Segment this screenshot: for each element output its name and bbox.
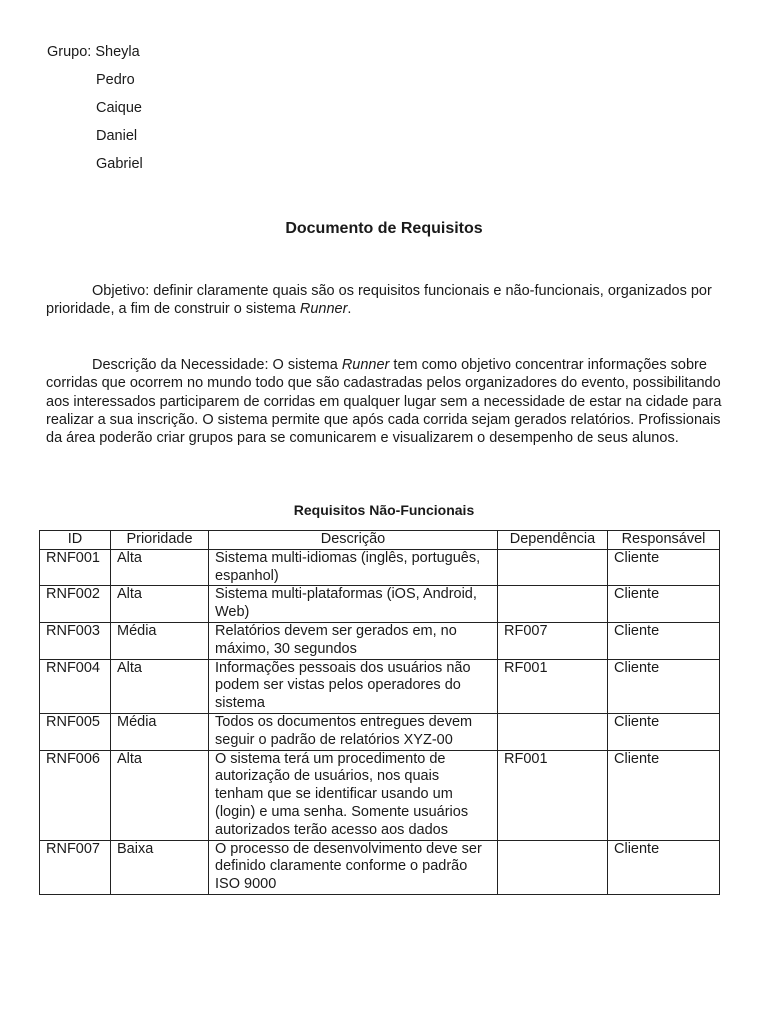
cell-description: Sistema multi-idiomas (inglês, português, espanhol) [209,549,498,586]
header-owner: Responsável [608,531,720,550]
cell-priority: Média [111,622,209,659]
cell-dependency: RF001 [498,750,608,840]
cell-owner: Cliente [608,840,720,894]
header-description: Descrição [209,531,498,550]
table-header-row [40,531,720,550]
cell-priority: Alta [111,586,209,623]
group-member: Daniel [96,128,138,144]
cell-description: O sistema terá um procedimento de autorização de usuários, nos quais tenham que se identificar usando um (login) e uma senha. Somente usuários autorizados terão acesso aos dados [209,750,498,840]
group-member: Sheyla [95,44,140,60]
group-member: Caique [96,100,142,116]
cell-owner: Cliente [608,713,720,750]
table-row [40,713,720,750]
cell-id: RNF007 [40,840,111,894]
cell-id: RNF002 [40,586,111,623]
system-name: Runner [299,301,348,318]
header-dependency: Dependência [498,531,608,550]
document-title: Documento de Requisitos [285,220,483,237]
header-priority: Prioridade [111,531,209,550]
cell-owner: Cliente [608,549,720,586]
cell-owner: Cliente [608,659,720,713]
system-name: Runner [341,357,390,373]
header-id: ID [40,531,111,550]
cell-id: RNF003 [40,622,111,659]
need-text-rest: tem como objetivo concentrar informações sobre corridas que ocorrem no mundo todo que são cadastradas pelos organizadores do evento, possibilitando aos interessados participarem de corridas em qualquer lugar sem a necessidade de estar na cidade para realizar a sua inscrição. O sistema permite que após cada corrida sejam gerados relatórios. Profissionais da área poderão criar grupos para se comunicarem e visualizarem o desempenho de seus alunos. [46,357,722,447]
cell-description: Sistema multi-plataformas (iOS, Android, Web) [209,586,498,623]
cell-description: Todos os documentos entregues devem seguir o padrão de relatórios XYZ-00 [209,713,498,750]
cell-priority: Alta [111,549,209,586]
table-row [40,659,720,713]
cell-dependency [498,713,608,750]
cell-id: RNF004 [40,659,111,713]
table-title: Requisitos Não-Funcionais [293,502,475,518]
cell-dependency: RF007 [498,622,608,659]
cell-dependency [498,549,608,586]
cell-priority: Alta [111,659,209,713]
table-row [40,549,720,586]
cell-id: RNF005 [40,713,111,750]
table-row [40,622,720,659]
table-row [40,750,720,840]
objective-end: . [347,301,352,318]
cell-dependency [498,586,608,623]
need-paragraph [46,356,724,447]
cell-owner: Cliente [608,750,720,840]
cell-priority: Média [111,713,209,750]
objective-text: Objetivo: definir claramente quais são os requisitos funcionais e não-funcionais, organizados por prioridade, a fim de construir o sistema [46,283,712,318]
cell-owner: Cliente [608,586,720,623]
cell-id: RNF001 [40,549,111,586]
group-line [47,43,143,71]
cell-description: O processo de desenvolvimento deve ser definido claramente conforme o padrão ISO 9000 [209,840,498,894]
group-member: Pedro [96,72,135,88]
cell-description: Relatórios devem ser gerados em, no máximo, 30 segundos [209,622,498,659]
cell-priority: Baixa [111,840,209,894]
cell-description: Informações pessoais dos usuários não podem ser vistas pelos operadores do sistema [209,659,498,713]
table-row [40,840,720,894]
cell-dependency: RF001 [498,659,608,713]
requirements-table [39,530,720,895]
need-text-start: Descrição da Necessidade: O sistema [92,357,342,373]
table-row [40,586,720,623]
cell-id: RNF006 [40,750,111,840]
cell-priority: Alta [111,750,209,840]
group-label: Grupo: [47,44,92,60]
cell-dependency [498,840,608,894]
objective-paragraph [46,282,724,319]
group-member: Gabriel [96,156,143,172]
cell-owner: Cliente [608,622,720,659]
group-list [47,43,143,183]
